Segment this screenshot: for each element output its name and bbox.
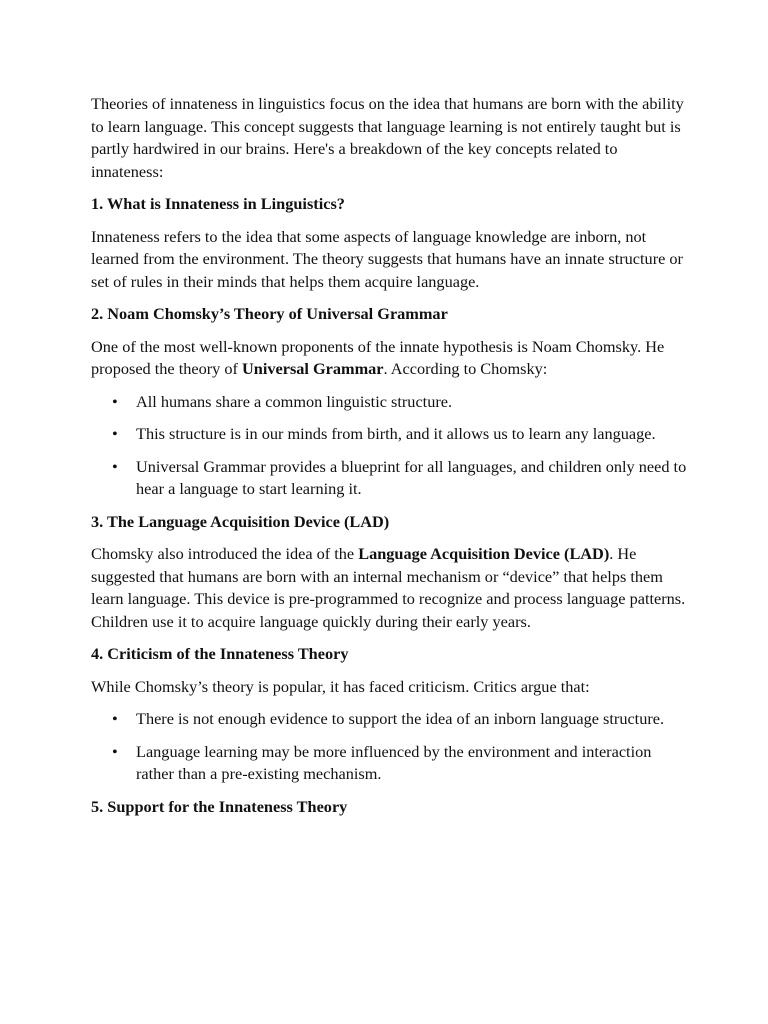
lad-term: Language Acquisition Device (LAD) [358,544,610,563]
list-item [91,391,691,414]
list-item [91,456,691,501]
bullet-icon: • [112,391,118,411]
section-1-heading: 1. What is Innateness in Linguistics? [91,194,345,213]
list-item [91,423,691,446]
bullet-icon: • [112,741,118,761]
section-2-text-b: . According to Chomsky: [383,359,548,378]
section-1-paragraph: Innateness refers to the idea that some aspects of language knowledge are inborn, not learned from the environment. The theory suggests that humans have an innate structure or set of rules in their minds that helps them acquire language. [91,226,683,291]
bullet-icon: • [112,456,118,476]
bullet-icon: • [112,424,118,443]
list-item-text: Universal Grammar provides a blueprint for all languages, and children only need to hear a language to start learning it. [136,456,687,498]
section-4-paragraph: While Chomsky’s theory is popular, it has faced criticism. Critics argue that: [91,676,590,696]
section-3-text-b: . He suggested that humans are born with an internal mechanism or “device” that helps them learn language. This device is pre-programmed to recognize and process language patterns. Children use it to acquire language quickly during their early years. [91,544,686,631]
section-3-heading: 3. The Language Acquisition Device (LAD) [91,511,390,531]
section-4-heading: 4. Criticism of the Innateness Theory [91,644,349,663]
section-5-heading: 5. Support for the Innateness Theory [91,796,348,816]
section-3-text-a: Chomsky also introduced the idea of the [91,544,359,563]
section-4-list [91,708,691,786]
section-2-heading: 2. Noam Chomsky’s Theory of Universal Grammar [91,304,448,323]
list-item-text: All humans share a common linguistic structure. [136,391,453,411]
list-item-text: This structure is in our minds from birth, and it allows us to learn any language. [136,424,656,443]
list-item [91,741,691,786]
list-item-text: Language learning may be more influenced by the environment and interaction rather than a pre-existing mechanism. [136,741,652,783]
list-item-text: There is not enough evidence to support the idea of an inborn language structure. [136,709,665,728]
section-3-paragraph [91,543,691,633]
intro-paragraph: Theories of innateness in linguistics focus on the idea that humans are born with the ability to learn language. This concept suggests that language learning is not entirely taught but is partly hardwired in our brains. Here's a breakdown of the key concepts related to innateness: [91,94,684,181]
universal-grammar-term: Universal Grammar [242,359,384,378]
document-body [91,93,691,828]
section-2-paragraph [91,336,691,381]
list-item [91,708,691,731]
section-2-text-a: One of the most well-known proponents of the innate hypothesis is Noam Chomsky. He proposed the theory of [91,336,665,378]
section-2-list [91,391,691,501]
bullet-icon: • [112,709,118,728]
